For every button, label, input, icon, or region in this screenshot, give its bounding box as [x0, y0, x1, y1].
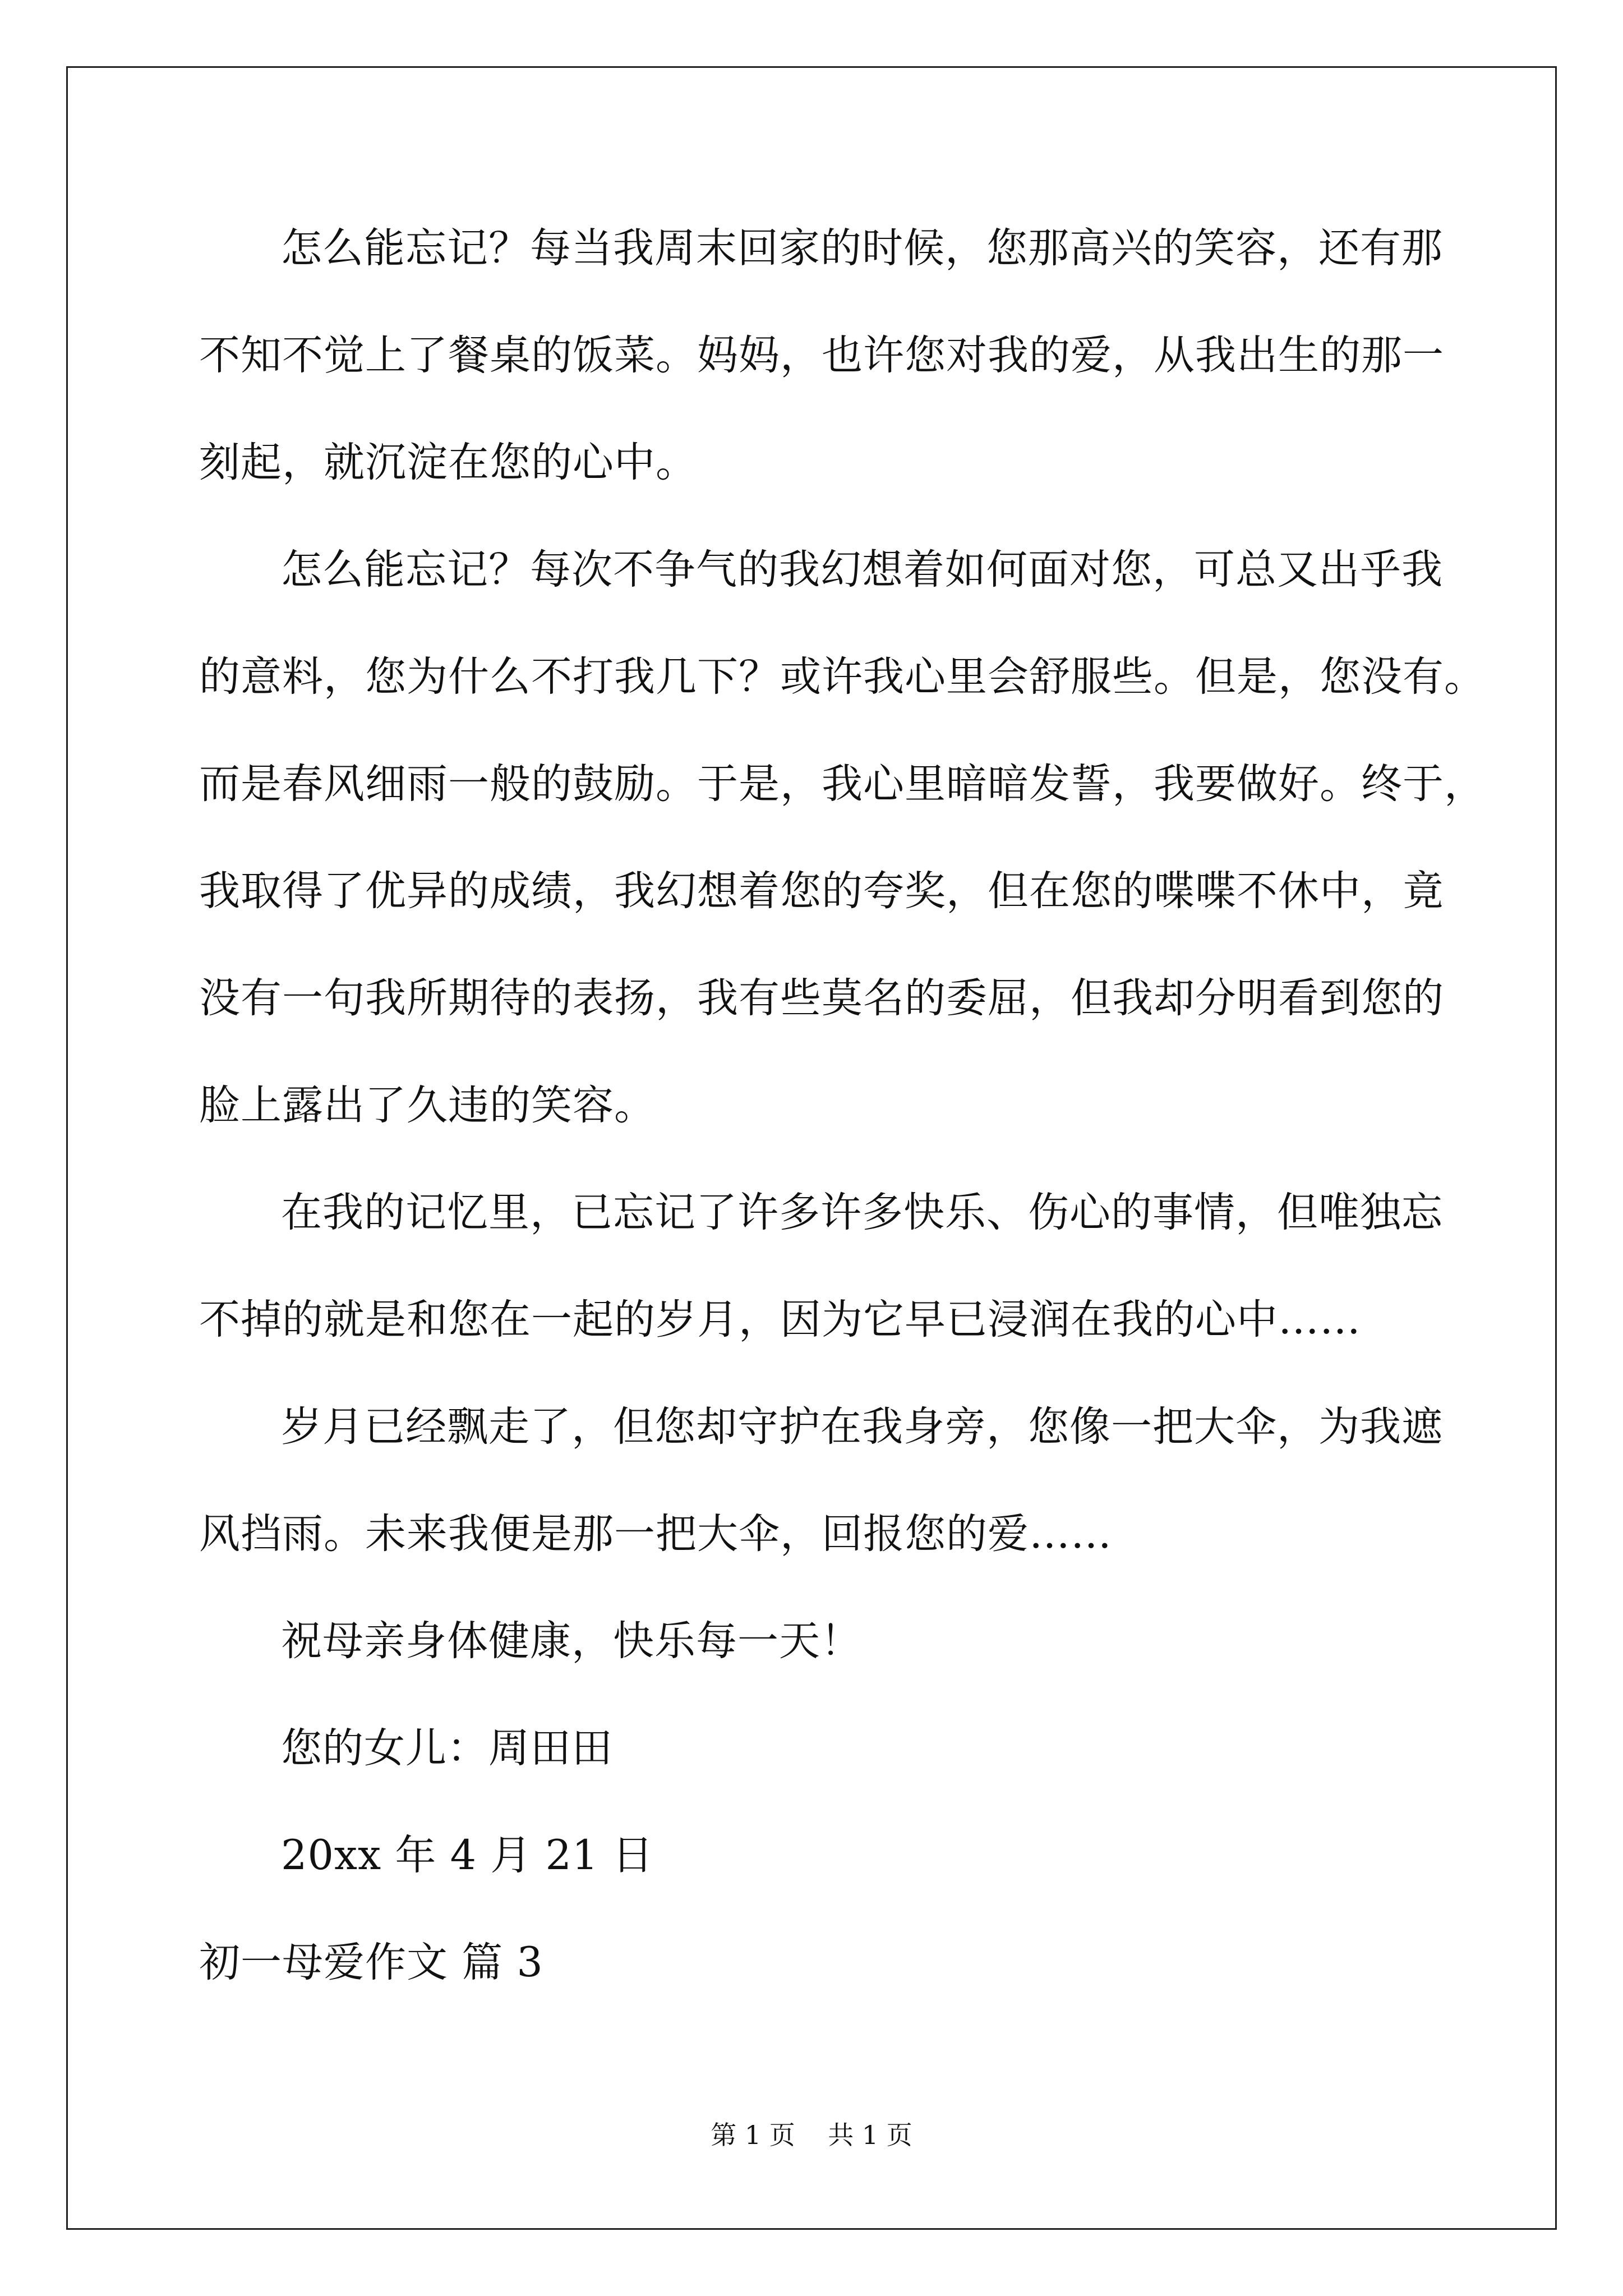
paragraph-4-line-1: 岁月已经飘走了，但您却守护在我身旁，您像一把大伞，为我遮	[281, 1403, 1443, 1451]
page-number: 第 1 页 共 1 页	[711, 2120, 912, 2150]
paragraph-3-line-1: 在我的记忆里，已忘记了许多许多快乐、伤心的事情，但唯独忘	[281, 1189, 1443, 1236]
paragraph-2-line-5: 没有一句我所期待的表扬，我有些莫名的委屈，但我却分明看到您的	[199, 974, 1444, 1022]
page-border	[66, 66, 1557, 2230]
paragraph-2-line-1: 怎么能忘记？每次不争气的我幻想着如何面对您，可总又出乎我	[281, 546, 1443, 593]
page-footer	[0, 2118, 1623, 2152]
paragraph-3-line-2: 不掉的就是和您在一起的岁月，因为它早已浸润在我的心中……	[199, 1296, 1361, 1343]
signature: 您的女儿：周田田	[281, 1724, 613, 1772]
date: 20xx 年 4 月 21 日	[281, 1832, 654, 1879]
paragraph-2-line-6: 脸上露出了久违的笑容。	[199, 1082, 656, 1129]
paragraph-2-line-4: 我取得了优异的成绩，我幻想着您的夸奖，但在您的喋喋不休中，竟	[199, 867, 1444, 915]
paragraph-1-line-3: 刻起，就沉淀在您的心中。	[199, 439, 697, 486]
paragraph-4-line-2: 风挡雨。未来我便是那一把大伞，回报您的爱……	[199, 1510, 1112, 1558]
paragraph-1-line-2: 不知不觉上了餐桌的饭菜。妈妈，也许您对我的爱，从我出生的那一	[199, 332, 1444, 379]
paragraph-2-line-2: 的意料，您为什么不打我几下？或许我心里会舒服些。但是，您没有。	[199, 653, 1486, 701]
paragraph-2-line-3: 而是春风细雨一般的鼓励。于是，我心里暗暗发誓，我要做好。终于，	[199, 760, 1486, 808]
section-heading: 初一母爱作文 篇 3	[199, 1939, 543, 1986]
closing-wish: 祝母亲身体健康，快乐每一天！	[281, 1617, 862, 1665]
paragraph-1-line-1: 怎么能忘记？每当我周末回家的时候，您那高兴的笑容，还有那	[281, 224, 1443, 272]
